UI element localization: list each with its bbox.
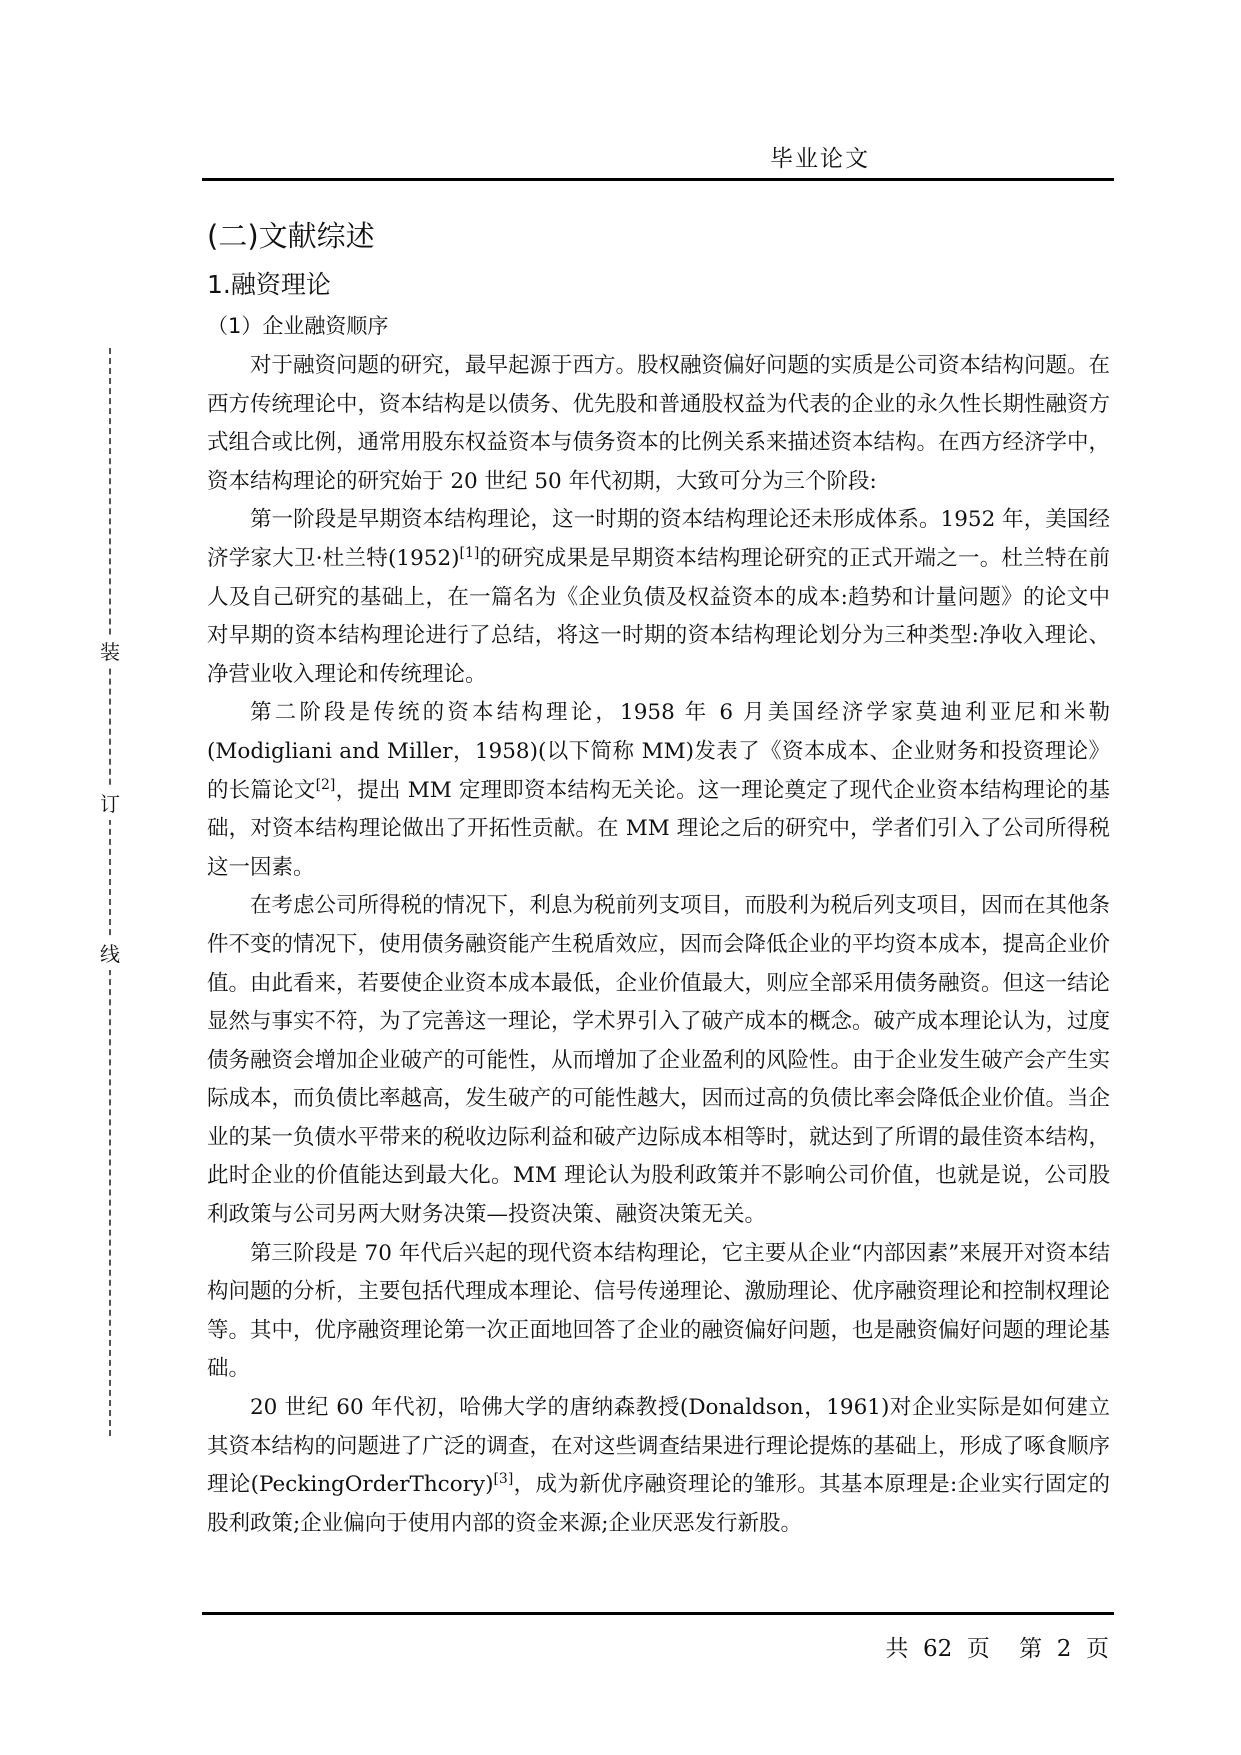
- document-body: [207, 216, 1110, 1543]
- paragraph-text: 的研究成果是早期资本结构理论研究的正式开端之一。杜兰特在前人及自己研究的基础上，在一篇名为《企业负债及权益资本的成本:趋势和计量问题》的论文中对早期的资本结构理论进行了总结，将这一时期的资本结构理论划分为三种类型:净收入理论、净营业收入理论和传统理论。: [207, 545, 1111, 687]
- paragraph-text: 第二阶段是传统的资本结构理论，1958 年 6 月美国经济学家莫迪利亚尼和米勒(Modigliani and Miller，1958)(以下简称 MM)发表了《资本成本、企业财务和投资理论》的长篇论文: [207, 700, 1110, 803]
- binding-char-xian: 线: [98, 938, 122, 970]
- binding-char-zhuang: 装: [98, 636, 122, 668]
- paragraph: [207, 887, 1110, 1234]
- paragraph-text: 第一阶段是早期资本结构理论，这一时期的资本结构理论还未形成体系。1952 年，美国经济学家大卫·杜兰特(1952): [207, 507, 1110, 571]
- paragraph: [207, 501, 1110, 694]
- citation-ref: [1]: [459, 544, 480, 561]
- paragraph: [207, 1235, 1110, 1389]
- header-title: 毕业论文: [770, 146, 870, 172]
- header-rule: [202, 178, 1114, 181]
- section-heading: (二)文献综述: [207, 219, 375, 253]
- paragraph-text: 第三阶段是 70 年代后兴起的现代资本结构理论，它主要从企业“内部因素”来展开对资本结构问题的分析，主要包括代理成本理论、信号传递理论、激励理论、优序融资理论和控制权理论等。其中，优序融资理论第一次正面地回答了企业的融资偏好问题，也是融资偏好问题的理论基础。: [207, 1240, 1111, 1382]
- subsub-heading: （1）企业融资顺序: [207, 314, 389, 338]
- paragraph-text: 对于融资问题的研究，最早起源于西方。股权融资偏好问题的实质是公司资本结构问题。在西方传统理论中，资本结构是以债务、优先股和普通股权益为代表的企业的永久性长期性融资方式组合或比例，通常用股东权益资本与债务资本的比例关系来描述资本结构。在西方经济学中，资本结构理论的研究始于 20 世纪 50 年代初期，大致可分为三个阶段:: [207, 353, 1111, 494]
- paragraph-text: ，成为新优序融资理论的雏形。其基本原理是:企业实行固定的股利政策;企业偏向于使用内部的资金来源;企业厌恶发行新股。: [207, 1472, 1110, 1536]
- paragraph: [207, 347, 1110, 501]
- citation-ref: [2]: [315, 776, 336, 793]
- paragraph-text: 在考虑公司所得税的情况下，利息为税前列支项目，而股利为税后列支项目，因而在其他条件不变的情况下，使用债务融资能产生税盾效应，因而会降低企业的平均资本成本，提高企业价值。由此看来，若要使企业资本成本最低，企业价值最大，则应全部采用债务融资。但这一结论显然与事实不符，为了完善这一理论，学术界引入了破产成本的概念。破产成本理论认为，过度债务融资会增加企业破产的可能性，从而增加了企业盈利的风险性。由于企业发生破产会产生实际成本，而负债比率越高，发生破产的可能性越大，因而过高的负债比率会降低企业价值。当企业的某一负债水平带来的税收边际利益和破产边际成本相等时，就达到了所谓的最佳资本结构，此时企业的价值能达到最大化。MM 理论认为股利政策并不影响公司价值，也就是说，公司股利政策与公司另两大财务决策—投资决策、融资决策无关。: [207, 893, 1111, 1228]
- citation-ref: [3]: [493, 1471, 514, 1488]
- binding-dashed-line: [109, 348, 111, 1436]
- paragraph: [207, 1389, 1110, 1543]
- page-number: 共 62 页 第 2 页: [885, 1636, 1109, 1662]
- paragraph-text: 20 世纪 60 年代初，哈佛大学的唐纳森教授(Donaldson，1961)对企业实际是如何建立其资本结构的问题进了广泛的调查，在对这些调查结果进行理论提炼的基础上，形成了啄食顺序理论(PeckingOrderThcory): [207, 1395, 1111, 1498]
- paragraph-list: [207, 347, 1110, 1543]
- binding-char-ding: 订: [98, 788, 122, 820]
- paragraph: [207, 694, 1110, 887]
- footer-rule: [202, 1612, 1114, 1615]
- paragraph-text: ，提出 MM 定理即资本结构无关论。这一理论奠定了现代企业资本结构理论的基础，对资本结构理论做出了开拓性贡献。在 MM 理论之后的研究中，学者们引入了公司所得税这一因素。: [207, 777, 1110, 880]
- sub-heading: 1.融资理论: [207, 270, 331, 299]
